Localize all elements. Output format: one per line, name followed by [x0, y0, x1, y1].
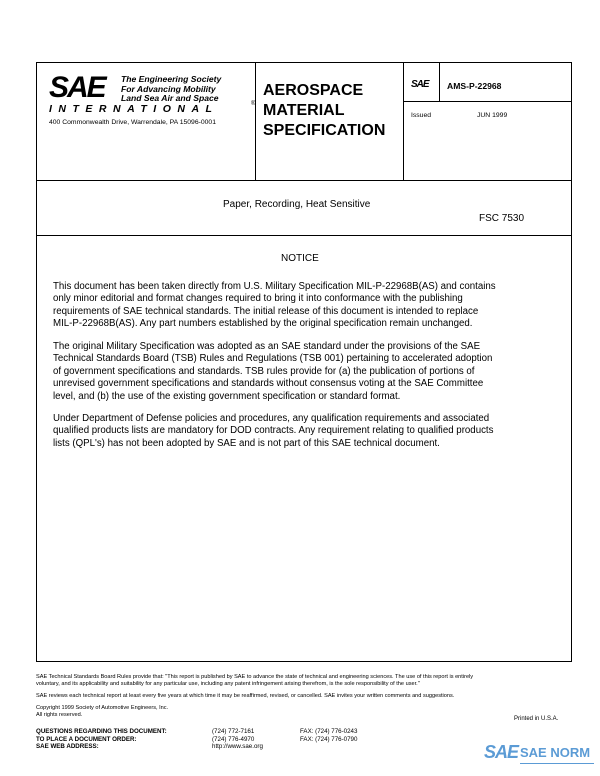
society-line: The Engineering Society: [121, 74, 222, 84]
notice-paragraph: [53, 413, 557, 450]
sae-norm-mark: SAE: [484, 742, 519, 762]
spec-title-line: SPECIFICATION: [263, 122, 386, 139]
contact-label: QUESTIONS REGARDING THIS DOCUMENT:: [36, 728, 167, 735]
sae-logo: SAE: [49, 71, 105, 104]
tsb-disclaimer: [36, 674, 566, 688]
printed-in: Printed in U.S.A.: [514, 716, 559, 722]
paragraph-line: lists (QPL's) has not been adopted by SAE and is not part of this SAE technical document.: [53, 437, 440, 449]
paragraph-line: requirements of SAE technical standards. The initial release of this document is intended to replace: [53, 305, 479, 317]
registered-mark: ®: [251, 101, 256, 107]
copyright-line: All rights reserved.: [36, 712, 83, 719]
sae-norm-watermark: [484, 742, 594, 772]
header-divider: [403, 101, 571, 102]
web-address-link[interactable]: http://www.sae.org: [212, 743, 263, 751]
society-line: For Advancing Mobility: [121, 83, 216, 94]
paragraph-line: The original Military Specification was adopted as an SAE standard under the provisions of the SAE: [53, 341, 481, 352]
contact-fax: FAX: (724) 776-0243: [300, 728, 358, 735]
paragraph-line: Under Department of Defense policies and procedures, any qualification requirements and associated: [53, 413, 490, 424]
paragraph-line: level, and (b) the use of the existing government specification or standard format.: [53, 390, 401, 402]
notice-title: NOTICE: [281, 253, 319, 264]
contact-label: TO PLACE A DOCUMENT ORDER:: [36, 735, 137, 743]
review-statement: SAE reviews each technical report at least every five years at which time it may be reaffirmed, revised, or cancelled. SAE invites your written comments and suggestions.: [36, 693, 455, 699]
header-divider: [439, 63, 440, 101]
header-block: [37, 63, 571, 181]
society-tagline: [121, 75, 261, 104]
header-divider: [255, 63, 256, 181]
paragraph-line: Technical Standards Board (TSB) Rules and Regulations (TSB 001) pertaining to accelerated adoption: [53, 353, 493, 365]
sae-norm-word: SAE NORM: [520, 745, 591, 760]
contact-phones: [212, 728, 263, 751]
contact-label: SAE WEB ADDRESS:: [36, 743, 99, 751]
issued-label: Issued: [411, 112, 432, 119]
contact-faxes: [300, 728, 357, 743]
spec-title-line: AEROSPACE: [263, 82, 364, 99]
contact-phone: (724) 776-4970: [212, 735, 255, 743]
paragraph-line: unrevised government specifications and standards without consensus voting at the SAE Committee: [53, 378, 484, 390]
paragraph-line: This document has been taken directly from U.S. Military Specification MIL-P-22968B(AS) and contains: [53, 281, 496, 292]
paragraph-line: of government specifications and standards. TSB rules provide for (a) the publication of portions of: [53, 365, 475, 377]
document-number: AMS-P-22968: [447, 81, 502, 91]
paragraph-line: qualified products lists are mandatory for DOD contracts. Any requirement relating to qualified products: [53, 425, 494, 437]
disclaimer-line: voluntary, and its applicability and suitability for any particular use, including any patent infringement arising therefrom, is the sole responsibility of the user.": [36, 681, 420, 688]
society-line: Land Sea Air and Space: [121, 93, 219, 103]
document-title: Paper, Recording, Heat Sensitive: [223, 199, 371, 210]
notice-paragraph: [53, 341, 557, 403]
international-wordmark: INTERNATIONAL: [49, 103, 219, 115]
page-frame: [36, 62, 572, 662]
disclaimer-line: SAE Technical Standards Board Rules provide that: "This report is published by SAE to advance the state of technical and engineering sciences. The use of this report is entirely: [36, 674, 474, 680]
sae-address: 400 Commonwealth Drive, Warrendale, PA 15096-0001: [49, 119, 216, 126]
fsc-code: FSC 7530: [479, 213, 525, 224]
paragraph-line: MIL-P-22968B(AS). Any part numbers established by the original specification remain unchanged.: [53, 318, 473, 330]
paragraph-line: only minor editorial and format changes required to bring it into conformance with the publishing: [53, 293, 463, 305]
spec-type-title: [263, 81, 385, 141]
sae-norm-rule: [520, 763, 594, 764]
spec-title-line: MATERIAL: [263, 102, 345, 119]
section-divider: [37, 235, 571, 236]
contact-labels: [36, 728, 167, 751]
notice-paragraph: [53, 281, 557, 331]
sae-small-logo: SAE: [411, 79, 429, 90]
contact-fax: FAX: (724) 776-0790: [300, 735, 358, 743]
contact-phone: (724) 772-7161: [212, 728, 255, 735]
header-divider: [403, 63, 404, 181]
copyright: [36, 705, 566, 719]
copyright-line: Copyright 1999 Society of Automotive Engineers, Inc.: [36, 705, 169, 711]
issued-date: JUN 1999: [477, 112, 508, 119]
